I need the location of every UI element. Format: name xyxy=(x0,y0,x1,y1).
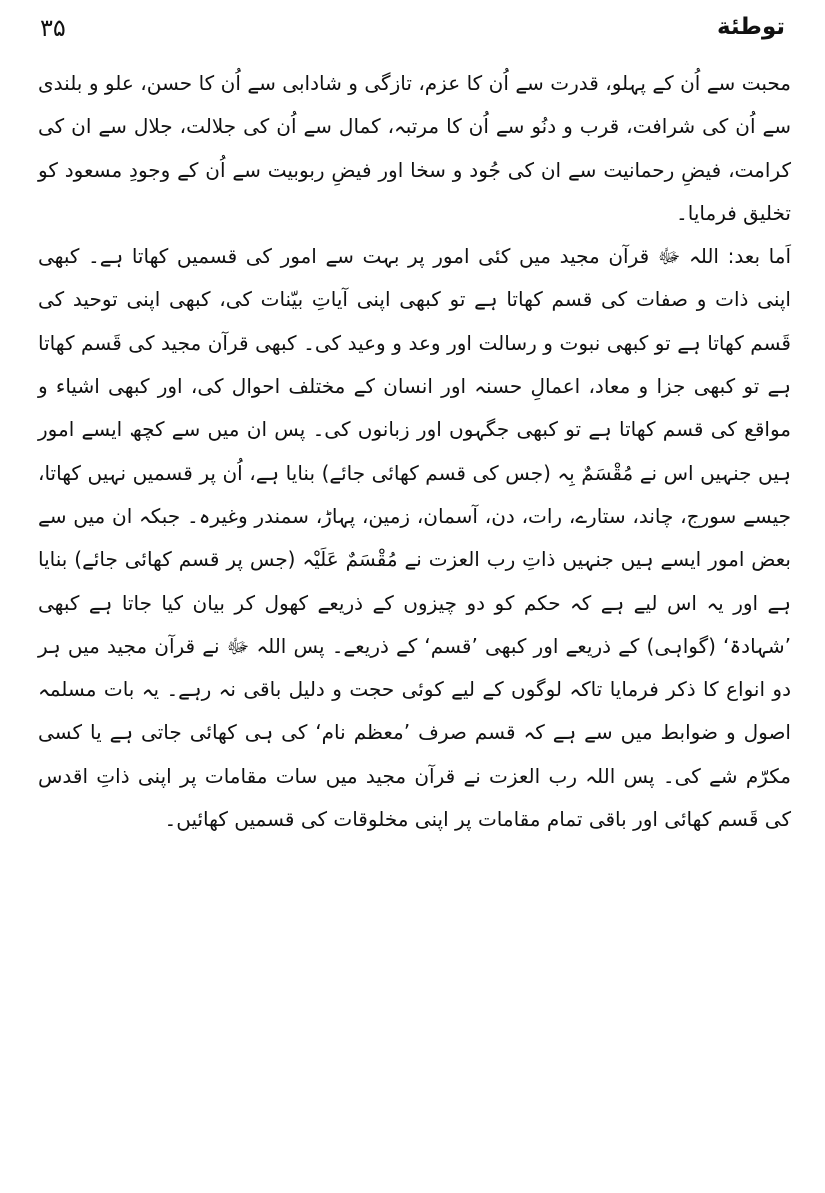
running-title: توطئة xyxy=(716,14,785,40)
page-number: ۳۵ xyxy=(40,14,66,42)
page-header xyxy=(40,12,785,52)
paragraph-1: محبت سے اُن کے پہلو، قدرت سے اُن کا عزم، تازگی و شادابی سے اُن کا حسن، علو و بلندی سے اُن کی شرافت، قرب و دنُو سے اُن کا مرتبہ، کمال سے اُن کی جلالت، جلال سے ان کی کرامت، فیضِ رحمانیت سے ان کی جُود و سخا اور فیضِ ربوبیت سے اُن کے وجودِ مسعود کو تخلیق فرمایا۔ xyxy=(38,71,791,225)
body-text xyxy=(38,62,791,841)
paragraph-2: اَما بعد: اللہ ﷻ قرآن مجید میں کئی امور پر بہت سے امور کی قسمیں کھاتا ہے۔ کبھی اپنی ذات و صفات کی قسم کھاتا ہے تو کبھی اپنی آیاتِ بیّنات کی، کبھی اپنی توحید کی قَسم کھاتا ہے تو کبھی نبوت و رسالت اور وعد و وعید کی۔ کبھی قرآن مجید کی قَسم کھاتا ہے تو کبھی جزا و معاد، اعمالِ حسنہ اور انسان کے مختلف احوال کی، اور کبھی اشیاء و مواقع کی قسم کھاتا ہے تو کبھی جگہوں اور زبانوں کی۔ پس ان میں سے کچھ ایسے امور ہیں جنہیں اس نے مُقْسَمٌ بِہ (جس کی قسم کھائی جائے) بنایا ہے، اُن پر قسمیں نہیں کھاتا، جیسے سورج، چاند، ستارے، رات، دن، آسمان، زمین، پہاڑ، سمندر وغیرہ۔ جبکہ ان میں سے بعض امور ایسے ہیں جنہیں ذاتِ رب العزت نے مُقْسَمٌ عَلَیْہ (جس پر قسم کھائی جائے) بنایا ہے اور یہ اس لیے ہے کہ حکم کو دو چیزوں کے ذریعے کھول کر بیان کیا جاتا ہے کبھی ’شہادۃ‘ (گواہی) کے ذریعے اور کبھی ’قسم‘ کے ذریعے۔ پس اللہ ﷻ نے قرآن مجید میں ہر دو انواع کا ذکر فرمایا تاکہ لوگوں کے لیے کوئی حجت و دلیل باقی نہ رہے۔ یہ بات مسلمہ اصول و ضوابط میں سے ہے کہ قسم صرف ’معظم نام‘ کی ہی کھائی جاتی ہے یا کسی مکرّم شے کی۔ پس اللہ رب العزت نے قرآن مجید میں سات مقامات پر اپنی ذاتِ اقدس کی قَسم کھائی اور باقی تمام مقامات پر اپنی مخلوقات کی قسمیں کھائیں۔ xyxy=(38,244,791,832)
